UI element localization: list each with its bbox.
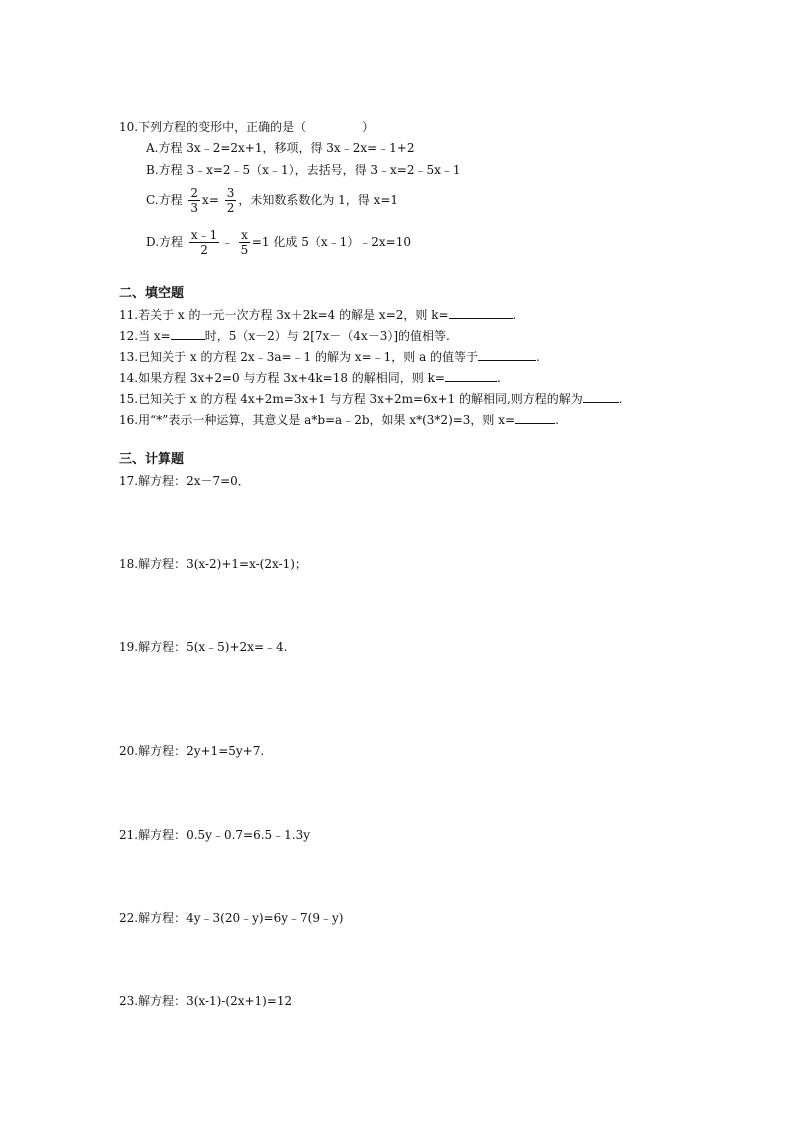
question-15-text: 15.已知关于 x 的方程 4x+2m=3x+1 与方程 3x+2m=6x+1 的解相同,则方程的解为	[119, 392, 583, 406]
fraction-numerator: x	[241, 228, 248, 242]
question-16-text: 16.用“*”表示一种运算，其意义是 a*b=a﹣2b，如果 x*(3*2)=3，则 x=	[119, 413, 516, 427]
option-b: B.方程 3﹣x=2﹣5（x﹣1），去括号，得 3﹣x=2﹣5x﹣1	[146, 163, 461, 177]
question-16	[119, 411, 559, 429]
question-12-text-1: 12.当 x=	[119, 329, 171, 343]
question-17: 17.解方程：2x－7=0．	[119, 474, 250, 488]
answer-blank[interactable]	[449, 306, 513, 319]
answer-blank[interactable]	[583, 390, 619, 403]
fraction-numerator: x﹣1	[190, 228, 218, 242]
answer-blank[interactable]	[515, 411, 555, 424]
option-d	[146, 225, 411, 259]
question-14-text: 14.如果方程 3x+2=0 与方程 3x+4k=18 的解相同，则 k=	[119, 371, 445, 385]
question-15-end: .	[618, 392, 623, 406]
question-21: 21.解方程：0.5y﹣0.7=6.5﹣1.3y	[119, 828, 311, 842]
option-a: A.方程 3x﹣2=2x+1，移项，得 3x﹣2x=﹣1+2	[146, 141, 415, 155]
question-19: 19.解方程：5(x﹣5)+2x=﹣4.	[119, 640, 288, 654]
option-c-prefix: C.方程	[146, 193, 183, 207]
question-12-text-2: 时，5（x－2）与 2[7x－（4x－3）]的值相等.	[204, 329, 450, 343]
question-13-end: .	[536, 350, 540, 364]
fraction-denominator: 2	[200, 243, 208, 257]
answer-blank[interactable]	[171, 327, 205, 340]
question-16-end: .	[555, 413, 559, 427]
question-11-text: 11.若关于 x 的一元一次方程 3x＋2k=4 的解是 x=2，则 k=	[119, 308, 449, 322]
question-20: 20.解方程：2y+1=5y+7.	[119, 744, 265, 758]
option-d-fraction-1	[189, 228, 219, 257]
fraction-numerator: 3	[226, 186, 235, 200]
option-c-fraction-1	[188, 186, 200, 215]
question-11	[119, 306, 516, 324]
question-15	[119, 390, 623, 408]
question-10-stem	[119, 118, 374, 136]
question-11-end: .	[512, 308, 517, 322]
answer-blank[interactable]	[445, 369, 497, 382]
question-13-text: 13.已知关于 x 的方程 2x﹣3a=﹣1 的解为 x=﹣1，则 a 的值等于	[119, 350, 479, 364]
section-2-heading: 二、填空题	[119, 286, 185, 301]
question-12	[119, 327, 450, 345]
option-c-suffix: ，未知数系数化为 1，得 x=1	[238, 193, 399, 207]
question-14	[119, 369, 501, 387]
section-3-heading: 三、计算题	[119, 452, 185, 467]
fraction-denominator: 2	[226, 201, 235, 215]
fraction-numerator: 2	[190, 186, 199, 200]
answer-blank[interactable]	[478, 348, 536, 361]
fraction-denominator: 3	[190, 201, 199, 215]
question-14-end: .	[496, 371, 501, 385]
question-18: 18.解方程：3(x-2)+1=x-(2x-1)；	[119, 557, 307, 571]
question-23: 23.解方程：3(x-1)-(2x+1)=12	[119, 994, 293, 1008]
option-c-fraction-2	[225, 186, 237, 215]
question-13	[119, 348, 540, 366]
fraction-denominator: 5	[240, 243, 249, 257]
question-22: 22.解方程：4y﹣3(20﹣y)=6y﹣7(9﹣y)	[119, 911, 344, 925]
option-d-fraction-2	[239, 228, 250, 257]
question-10-text: 10.下列方程的变形中，正确的是（	[119, 120, 307, 134]
option-d-mid: ﹣	[221, 235, 234, 249]
option-d-suffix: =1 化成 5（x﹣1）﹣2x=10	[251, 235, 411, 249]
option-c-mid: x=	[202, 193, 219, 207]
option-c	[146, 184, 398, 216]
option-d-prefix: D.方程	[146, 235, 184, 249]
question-10-close-paren: ）	[362, 120, 375, 134]
